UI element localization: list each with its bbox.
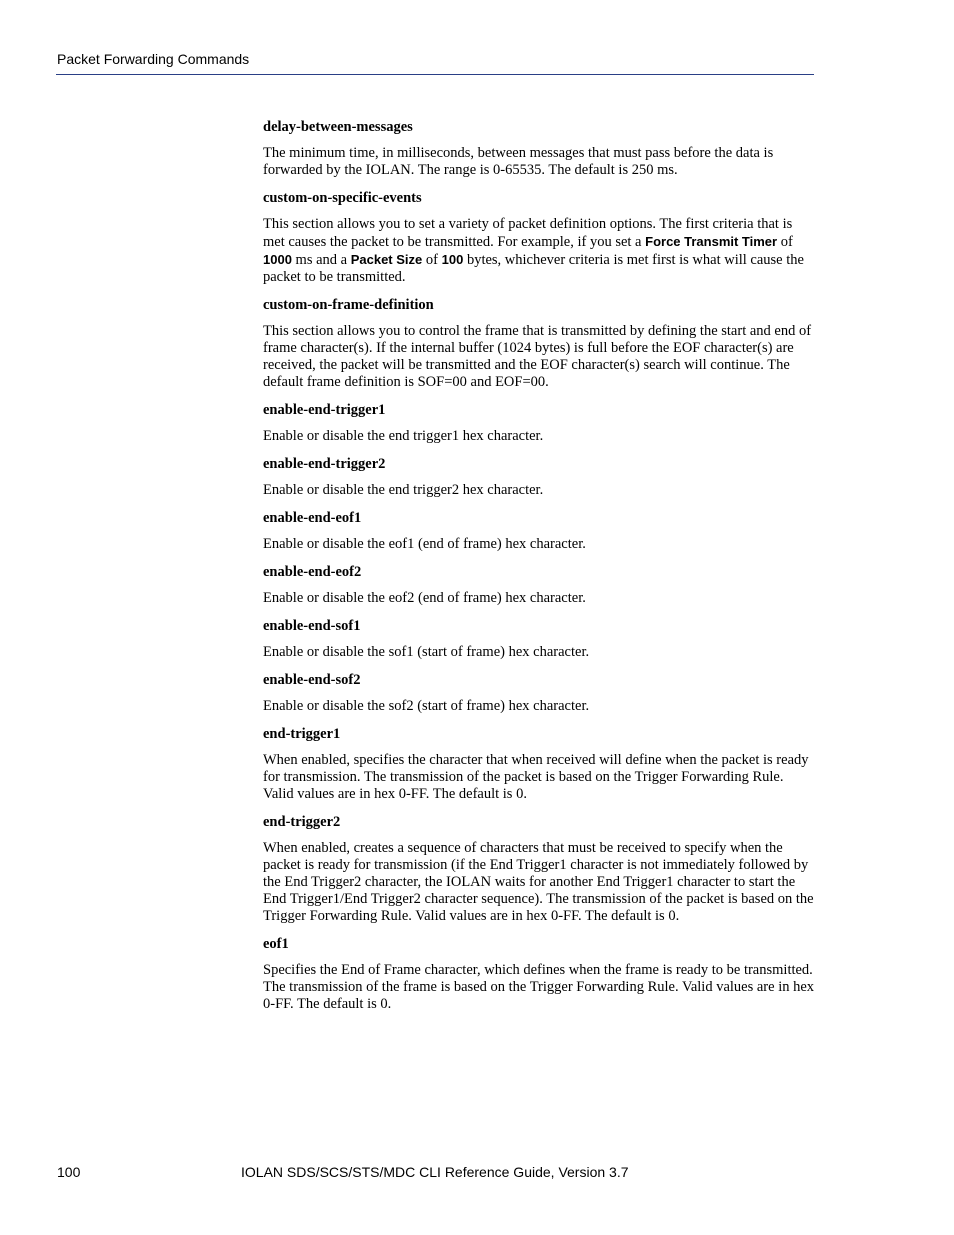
desc-text: of [422,252,442,268]
term-delay-between-messages: delay-between-messages [263,119,413,135]
desc-text: ms and a [291,252,351,268]
header-rule [56,74,814,75]
desc-enable-end-eof2: Enable or disable the eof2 (end of frame) hex character. [263,590,586,606]
term-custom-on-specific-events: custom-on-specific-events [263,190,422,206]
term-enable-end-trigger2: enable-end-trigger2 [263,456,386,472]
desc-enable-end-eof1: Enable or disable the eof1 (end of frame) hex character. [263,536,586,552]
ui-term-force-transmit-timer: Force Transmit Timer [645,234,778,249]
desc-enable-end-trigger1: Enable or disable the end trigger1 hex character. [263,428,544,444]
running-header: Packet Forwarding Commands [57,51,250,67]
desc-custom-on-frame-definition: This section allows you to control the frame that is transmitted by defining the start and end of frame character(s). If the internal buffer (1024 bytes) is full before the EOF character(s) are received, the packet will be transmitted and the EOF character(s) search will continue. The default frame definition is SOF=00 and EOF=00. [263,323,812,390]
document-body [263,118,815,1023]
desc-end-trigger2: When enabled, creates a sequence of characters that must be received to specify when the packet is ready for transmission (if the End Trigger1 character is not immediately followed by the End Trigger2 character, the IOLAN waits for another End Trigger1 character to start the End Trigger1/End Trigger2 character sequence). The transmission of the packet is based on the Trigger Forwarding Rule. Valid values are in hex 0-FF. The default is 0. [263,840,814,924]
ui-value-1000: 1000 [263,252,292,267]
page-number: 100 [57,1164,81,1180]
term-enable-end-eof2: enable-end-eof2 [263,564,362,580]
ui-value-100: 100 [441,252,464,267]
desc-text: bytes, whichever criteria is met first is what will cause the packet to be transmitted. [263,252,804,285]
term-custom-on-frame-definition: custom-on-frame-definition [263,297,434,313]
desc-custom-on-specific-events [263,216,815,286]
term-enable-end-eof1: enable-end-eof1 [263,510,362,526]
term-enable-end-sof2: enable-end-sof2 [263,672,361,688]
desc-delay-between-messages: The minimum time, in milliseconds, between messages that must pass before the data is forwarded by the IOLAN. The range is 0-65535. The default is 250 ms. [263,145,774,178]
term-end-trigger1: end-trigger1 [263,726,341,742]
desc-enable-end-trigger2: Enable or disable the end trigger2 hex character. [263,482,544,498]
desc-text: of [777,234,793,250]
term-end-trigger2: end-trigger2 [263,814,341,830]
desc-eof1: Specifies the End of Frame character, which defines when the frame is ready to be transmitted. The transmission of the frame is based on the Trigger Forwarding Rule. Valid values are in hex 0-FF. The default is 0. [263,962,815,1012]
term-enable-end-sof1: enable-end-sof1 [263,618,361,634]
ui-term-packet-size: Packet Size [350,252,423,267]
term-eof1: eof1 [263,936,289,952]
desc-enable-end-sof1: Enable or disable the sof1 (start of frame) hex character. [263,644,590,660]
desc-end-trigger1: When enabled, specifies the character that when received will define when the packet is ready for transmission. The transmission of the packet is based on the Trigger Forwarding Rule. Valid values are in hex 0-FF. The default is 0. [263,752,809,802]
desc-text: This section allows you to set a variety of packet definition options. The first criteria that is met causes the packet to be transmitted. For example, if you set a [263,216,793,250]
desc-enable-end-sof2: Enable or disable the sof2 (start of frame) hex character. [263,698,590,714]
footer-doc-title: IOLAN SDS/SCS/STS/MDC CLI Reference Guide, Version 3.7 [241,1164,629,1180]
term-enable-end-trigger1: enable-end-trigger1 [263,402,386,418]
